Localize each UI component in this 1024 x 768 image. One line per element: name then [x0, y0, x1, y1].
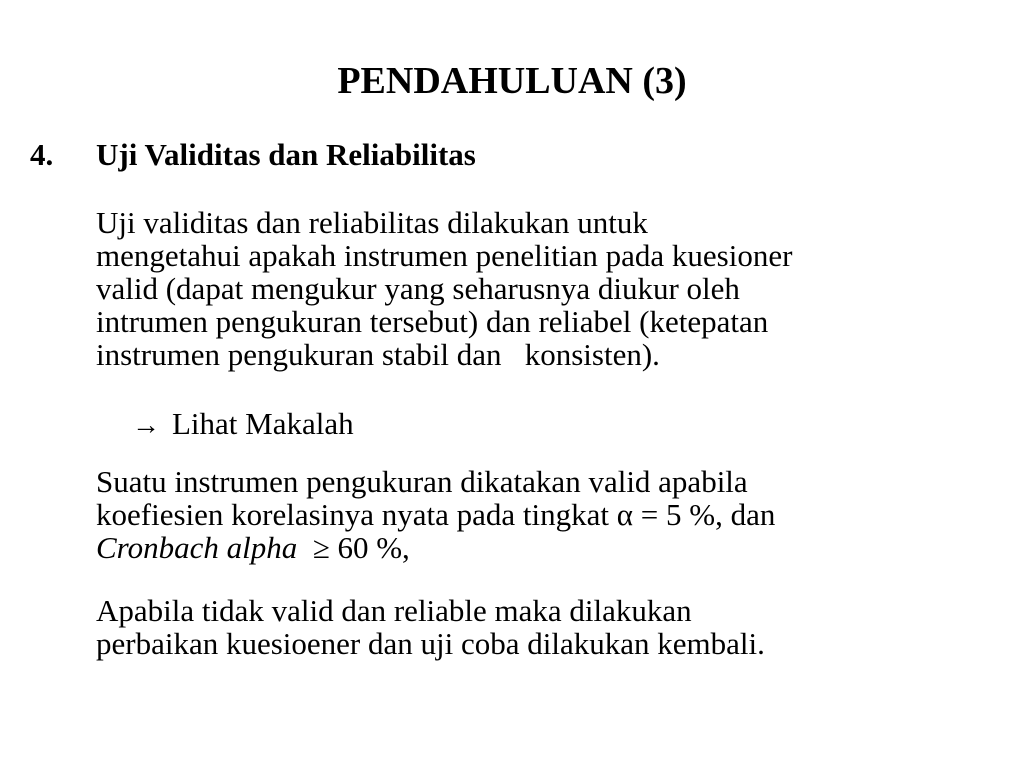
paragraph-line	[96, 531, 1016, 564]
invalid-action-paragraph	[96, 594, 1016, 660]
paragraph-line: Apabila tidak valid dan reliable maka dilakukan	[96, 593, 692, 628]
validity-criteria-paragraph	[96, 465, 1016, 564]
see-paper-note	[132, 404, 354, 446]
see-paper-label: Lihat Makalah	[172, 406, 354, 441]
cronbach-alpha-term: Cronbach alpha	[96, 530, 298, 565]
paragraph-line: instrumen pengukuran stabil dan konsisten).	[96, 337, 660, 372]
cronbach-alpha-threshold: ≥ 60 %,	[297, 530, 410, 565]
paragraph-line: Suatu instrumen pengukuran dikatakan valid apabila	[96, 464, 748, 499]
paragraph-line: perbaikan kuesioener dan uji coba dilakukan kembali.	[96, 626, 765, 661]
section-heading: Uji Validitas dan Reliabilitas	[96, 137, 476, 172]
paragraph-line: mengetahui apakah instrumen penelitian pada kuesioner	[96, 238, 793, 273]
slide-title: PENDAHULUAN (3)	[337, 60, 687, 102]
section-number: 4.	[30, 137, 54, 172]
paragraph-line: intrumen pengukuran tersebut) dan reliabel (ketepatan	[96, 304, 769, 339]
right-arrow-icon: →	[132, 410, 160, 441]
paragraph-line: Uji validitas dan reliabilitas dilakukan untuk	[96, 205, 648, 240]
paragraph-line: valid (dapat mengukur yang seharusnya diukur oleh	[96, 271, 740, 306]
paragraph-line: koefiesien korelasinya nyata pada tingkat α = 5 %, dan	[96, 497, 776, 532]
validity-description-paragraph	[96, 206, 1016, 371]
